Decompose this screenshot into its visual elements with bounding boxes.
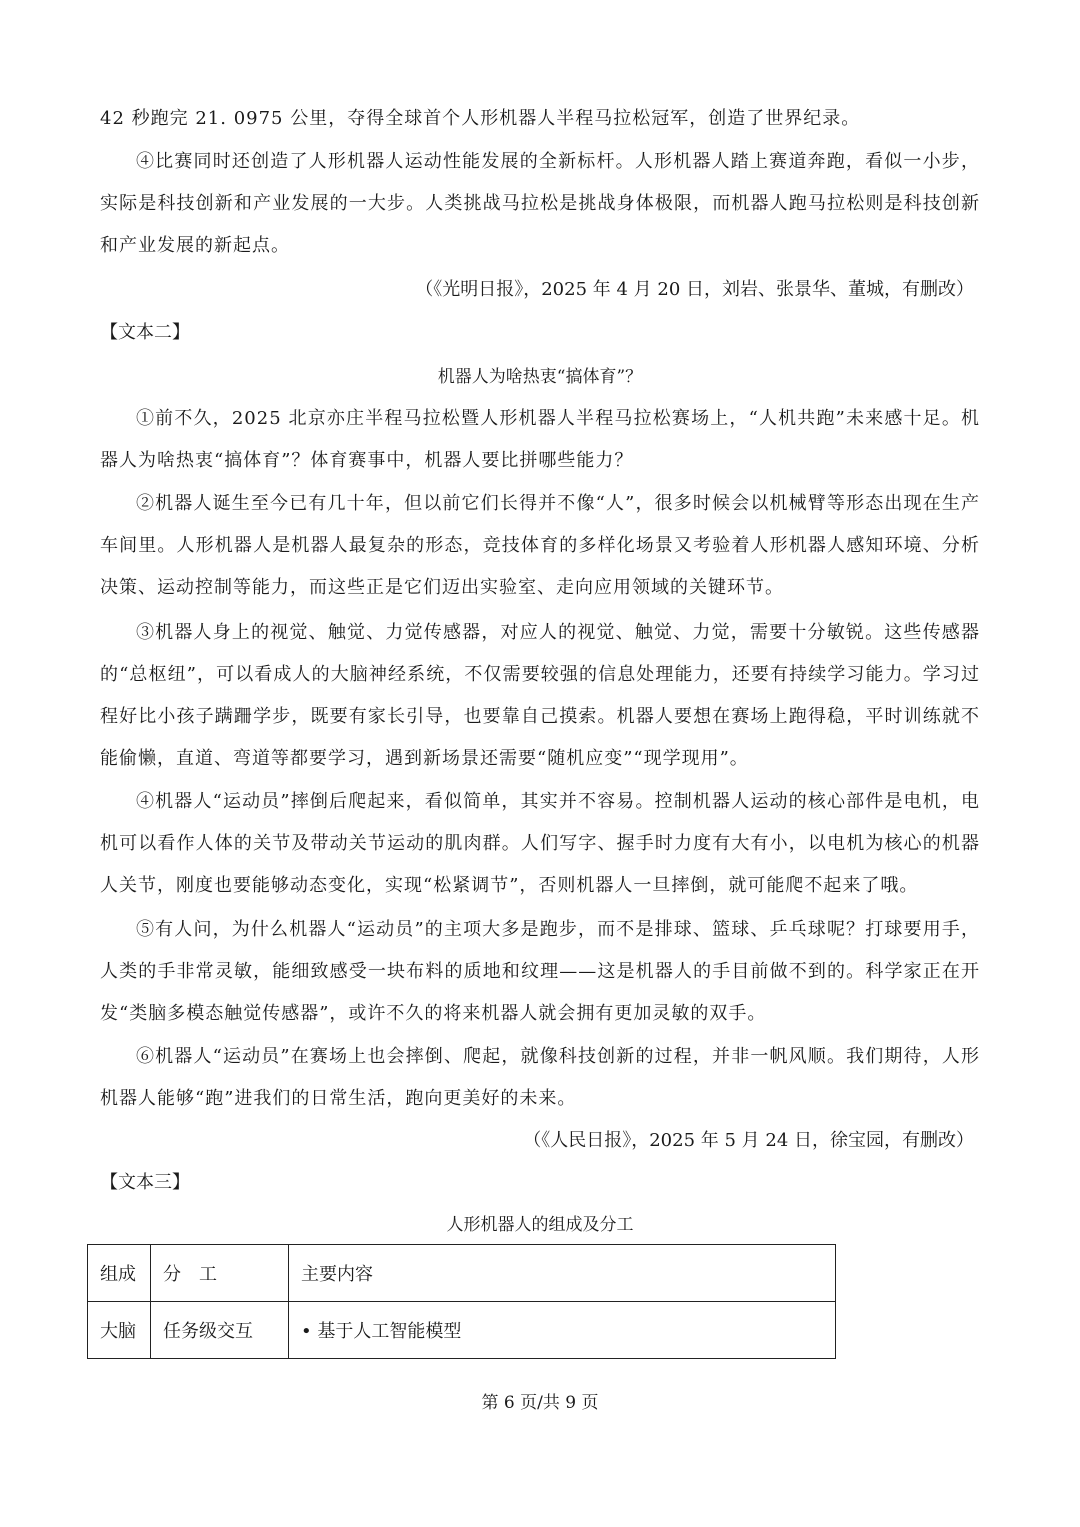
text2-title: 机器人为啥热衷“搞体育”？ (437, 367, 643, 387)
table-header-cell: 主要内容 (289, 1245, 836, 1302)
text1-source: （《光明日报》，2025 年 4 月 20 日，刘岩、张景华、董城，有删改） (415, 279, 974, 300)
table-cell: • 基于人工智能模型 (289, 1302, 836, 1359)
text2-label: 【文本二】 (100, 322, 190, 343)
table-header-cell: 分 工 (151, 1245, 289, 1302)
text2-paragraph-6: ⑥机器人“运动员”在赛场上也会摔倒、爬起，就像科技创新的过程，并非一帆风顺。我们期待，人形机器人能够“跑”进我们的日常生活，跑向更美好的未来。 (100, 1046, 980, 1109)
text1-paragraph-4: ④比赛同时还创造了人形机器人运动性能发展的全新标杆。人形机器人踏上赛道奔跑，看似一小步，实际是科技创新和产业发展的一大步。人类挑战马拉松是挑战身体极限，而机器人跑马拉松则是科技创新和产业发展的新起点。 (100, 151, 980, 256)
text2-paragraph-3: ③机器人身上的视觉、触觉、力觉传感器，对应人的视觉、触觉、力觉，需要十分敏锐。这些传感器的“总枢纽”，可以看成人的大脑神经系统，不仅需要较强的信息处理能力，还要有持续学习能力。学习过程好比小孩子蹒跚学步，既要有家长引导，也要靠自己摸索。机器人要想在赛场上跑得稳，平时训练就不能偷懒，直道、弯道等都要学习，遇到新场景还需要“随机应变”“现学现用”。 (100, 622, 980, 769)
table-row (88, 1302, 836, 1359)
robot-composition-table (87, 1244, 836, 1359)
table-cell: 任务级交互 (151, 1302, 289, 1359)
page-footer: 第 6 页/共 9 页 (481, 1393, 599, 1413)
text2-paragraph-2: ②机器人诞生至今已有几十年，但以前它们长得并不像“人”，很多时候会以机械臂等形态出现在生产车间里。人形机器人是机器人最复杂的形态，竞技体育的多样化场景又考验着人形机器人感知环境、分析决策、运动控制等能力，而这些正是它们迈出实验室、走向应用领域的关键环节。 (100, 493, 980, 598)
text2-paragraph-4: ④机器人“运动员”摔倒后爬起来，看似简单，其实并不容易。控制机器人运动的核心部件是电机，电机可以看作人体的关节及带动关节运动的肌肉群。人们写字、握手时力度有大有小，以电机为核心的机器人关节，刚度也要能够动态变化，实现“松紧调节”，否则机器人一旦摔倒，就可能爬不起来了哦。 (100, 791, 980, 896)
text3-title: 人形机器人的组成及分工 (446, 1215, 634, 1235)
text2-source: （《人民日报》，2025 年 5 月 24 日，徐宝园，有删改） (523, 1130, 974, 1151)
table-header-cell: 组成 (88, 1245, 151, 1302)
table-cell: 大脑 (88, 1302, 151, 1359)
text3-label: 【文本三】 (100, 1172, 190, 1193)
table-header-row (88, 1245, 836, 1302)
text2-paragraph-5: ⑤有人问，为什么机器人“运动员”的主项大多是跑步，而不是排球、篮球、乒乓球呢？打球要用手，人类的手非常灵敏，能细致感受一块布料的质地和纹理——这是机器人的手目前做不到的。科学家正在开发“类脑多模态触觉传感器”，或许不久的将来机器人就会拥有更加灵敏的双手。 (100, 919, 980, 1024)
text1-continued-paragraph: 42 秒跑完 21. 0975 公里，夺得全球首个人形机器人半程马拉松冠军，创造了世界纪录。 (100, 108, 861, 129)
text2-paragraph-1: ①前不久，2025 北京亦庄半程马拉松暨人形机器人半程马拉松赛场上，“人机共跑”未来感十足。机器人为啥热衷“搞体育”？体育赛事中，机器人要比拼哪些能力？ (100, 408, 980, 471)
